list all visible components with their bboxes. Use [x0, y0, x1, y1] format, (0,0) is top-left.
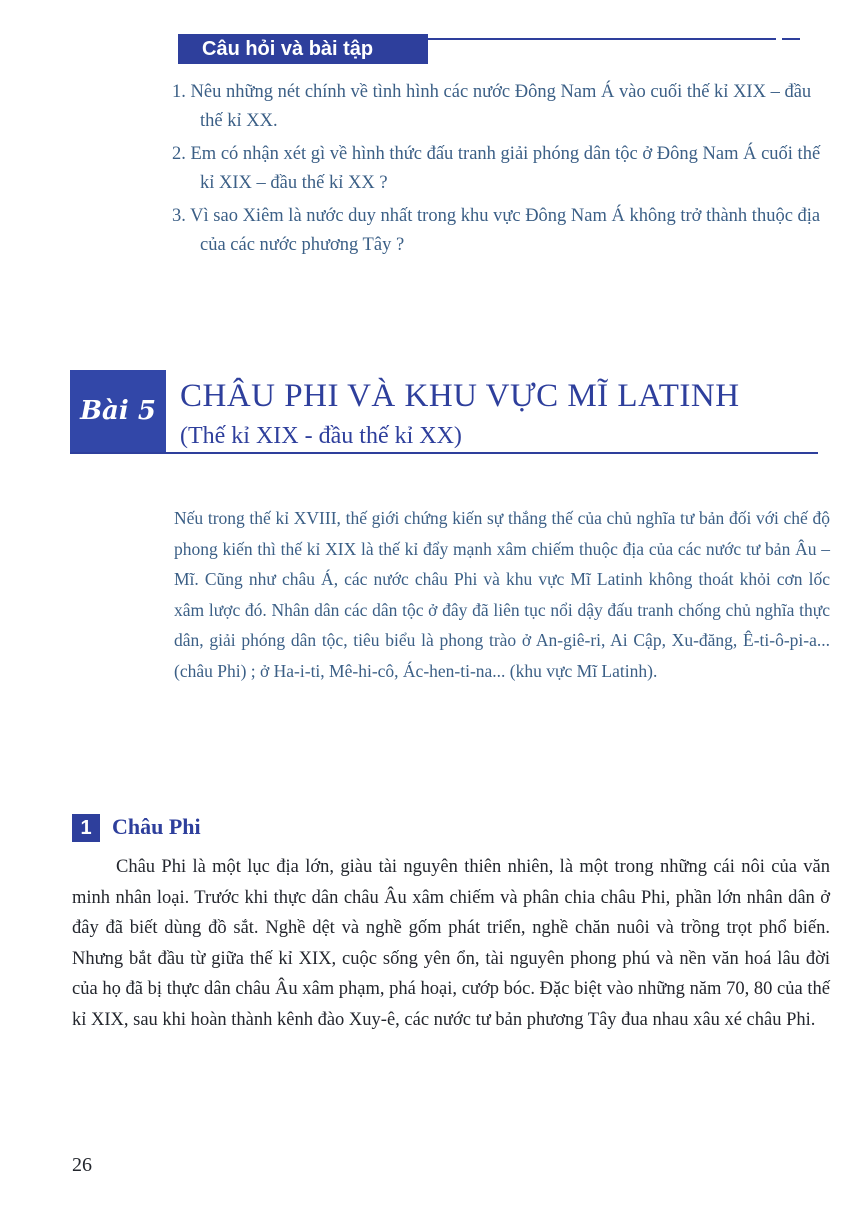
section-body-paragraph: Châu Phi là một lục địa lớn, giàu tài nguyên thiên nhiên, là một trong những cái nôi của văn minh nhân loại. Trước khi thực dân châu Âu xâm chiếm và phân chia châu Phi, phần lớn nhân dân ở đây đã biết dùng đồ sắt. Nghề dệt và nghề gốm phát triển, nghề chăn nuôi và trồng trọt phổ biến. Nhưng bắt đầu từ giữa thế kỉ XIX, cuộc sống yên ổn, tài nguyên phong phú và nền văn hoá lâu đời của họ đã bị thực dân châu Âu xâm phạm, phá hoại, cướp bóc. Đặc biệt vào những năm 70, 80 của thế kỉ XIX, sau khi hoàn thành kênh đào Xuy-ê, các nước tư bản phương Tây đua nhau xâu xé châu Phi.	[72, 857, 830, 1030]
questions-header: Câu hỏi và bài tập	[178, 34, 428, 64]
section-title: Châu Phi	[112, 814, 201, 839]
question-item: 1. Nêu những nét chính về tình hình các nước Đông Nam Á vào cuối thế kỉ XIX – đầu thế kỉ XX.	[172, 82, 812, 131]
questions-header-rule-tail	[782, 38, 800, 40]
question-list	[172, 78, 832, 264]
section-number: 1	[72, 814, 100, 842]
lesson-intro-paragraph: Nếu trong thế kỉ XVIII, thế giới chứng kiến sự thắng thế của chủ nghĩa tư bản đối với chế độ phong kiến thì thế kỉ XIX là thế kỉ đẩy mạnh xâm chiếm thuộc địa của các nước tư bản Âu – Mĩ. Cũng như châu Á, các nước châu Phi và khu vực Mĩ Latinh không thoát khỏi cơn lốc xâm lược đó. Nhân dân các dân tộc ở đây đã liên tục nổi dậy đấu tranh chống chủ nghĩa thực dân, giải phóng dân tộc, tiêu biểu là phong trào ở An-giê-ri, Ai Cập, Xu-đăng, Ê-ti-ô-pi-a... (châu Phi) ; ở Ha-i-ti, Mê-hi-cô, Ác-hen-ti-na... (khu vực Mĩ Latinh).	[174, 508, 830, 681]
question-item: 2. Em có nhận xét gì về hình thức đấu tranh giải phóng dân tộc ở Đông Nam Á cuối thế kỉ XIX – đầu thế kỉ XX ?	[172, 144, 821, 193]
lesson-title-rule	[70, 452, 818, 454]
question-item: 3. Vì sao Xiêm là nước duy nhất trong khu vực Đông Nam Á không trở thành thuộc địa của các nước phương Tây ?	[172, 206, 821, 255]
questions-header-rule	[428, 38, 776, 40]
lesson-subtitle: (Thế kỉ XIX - đầu thế kỉ XX)	[180, 423, 462, 449]
lesson-badge: Bài 5	[70, 370, 166, 452]
page-number: 26	[72, 1154, 92, 1176]
lesson-title: CHÂU PHI VÀ KHU VỰC MĨ LATINH	[180, 378, 740, 414]
